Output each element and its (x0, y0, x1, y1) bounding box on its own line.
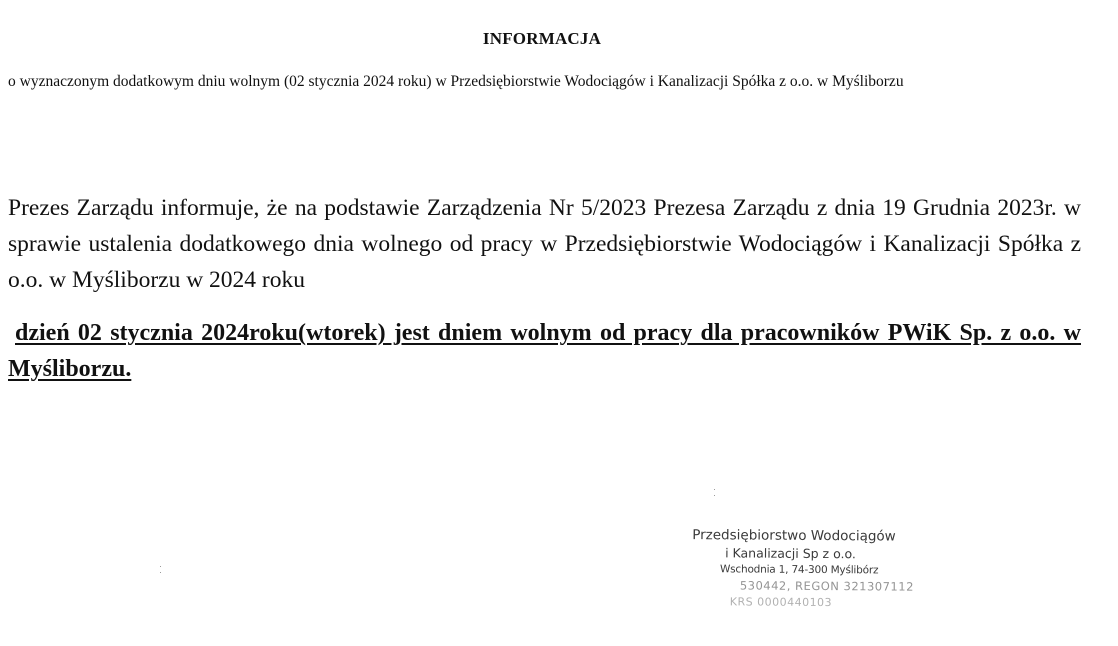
scan-speck (160, 572, 161, 573)
company-stamp (690, 527, 951, 610)
stamp-line-krs: KRS 0000440103 (729, 595, 833, 610)
scan-speck (160, 566, 161, 567)
announcement-paragraph (8, 315, 1081, 387)
document-subtitle: o wyznaczonym dodatkowym dniu wolnym (02 stycznia 2024 roku) w Przedsiębiorstwie Wodociągów i Kanalizacji Spółka z o.o. w Myśliborzu (8, 73, 904, 90)
stamp-line-company-cont: i Kanalizacji Sp z o.o. (725, 545, 856, 562)
stamp-line-address: Wschodnia 1, 74-300 Myślibórz (719, 563, 879, 577)
scan-speck (714, 489, 715, 490)
stamp-line-company: Przedsiębiorstwo Wodociągów (692, 527, 896, 545)
body-paragraph: Prezes Zarządu informuje, że na podstawie Zarządzenia Nr 5/2023 Prezesa Zarządu z dnia 19 Grudnia 2023r. w sprawie ustalenia dodatkowego dnia wolnego od pracy w Przedsiębiorstwie Wodociągów i Kanalizacji Spółka z o.o. w Myśliborzu w 2024 roku (8, 195, 1081, 293)
stamp-line-regon: 530442, REGON 321307112 (739, 578, 914, 594)
announcement-text: dzień 02 stycznia 2024roku(wtorek) jest dniem wolnym od pracy dla pracowników PWiK Sp. z o.o. w Myśliborzu. (8, 320, 1081, 382)
scan-speck (714, 495, 715, 496)
document-title: INFORMACJA (482, 29, 602, 48)
